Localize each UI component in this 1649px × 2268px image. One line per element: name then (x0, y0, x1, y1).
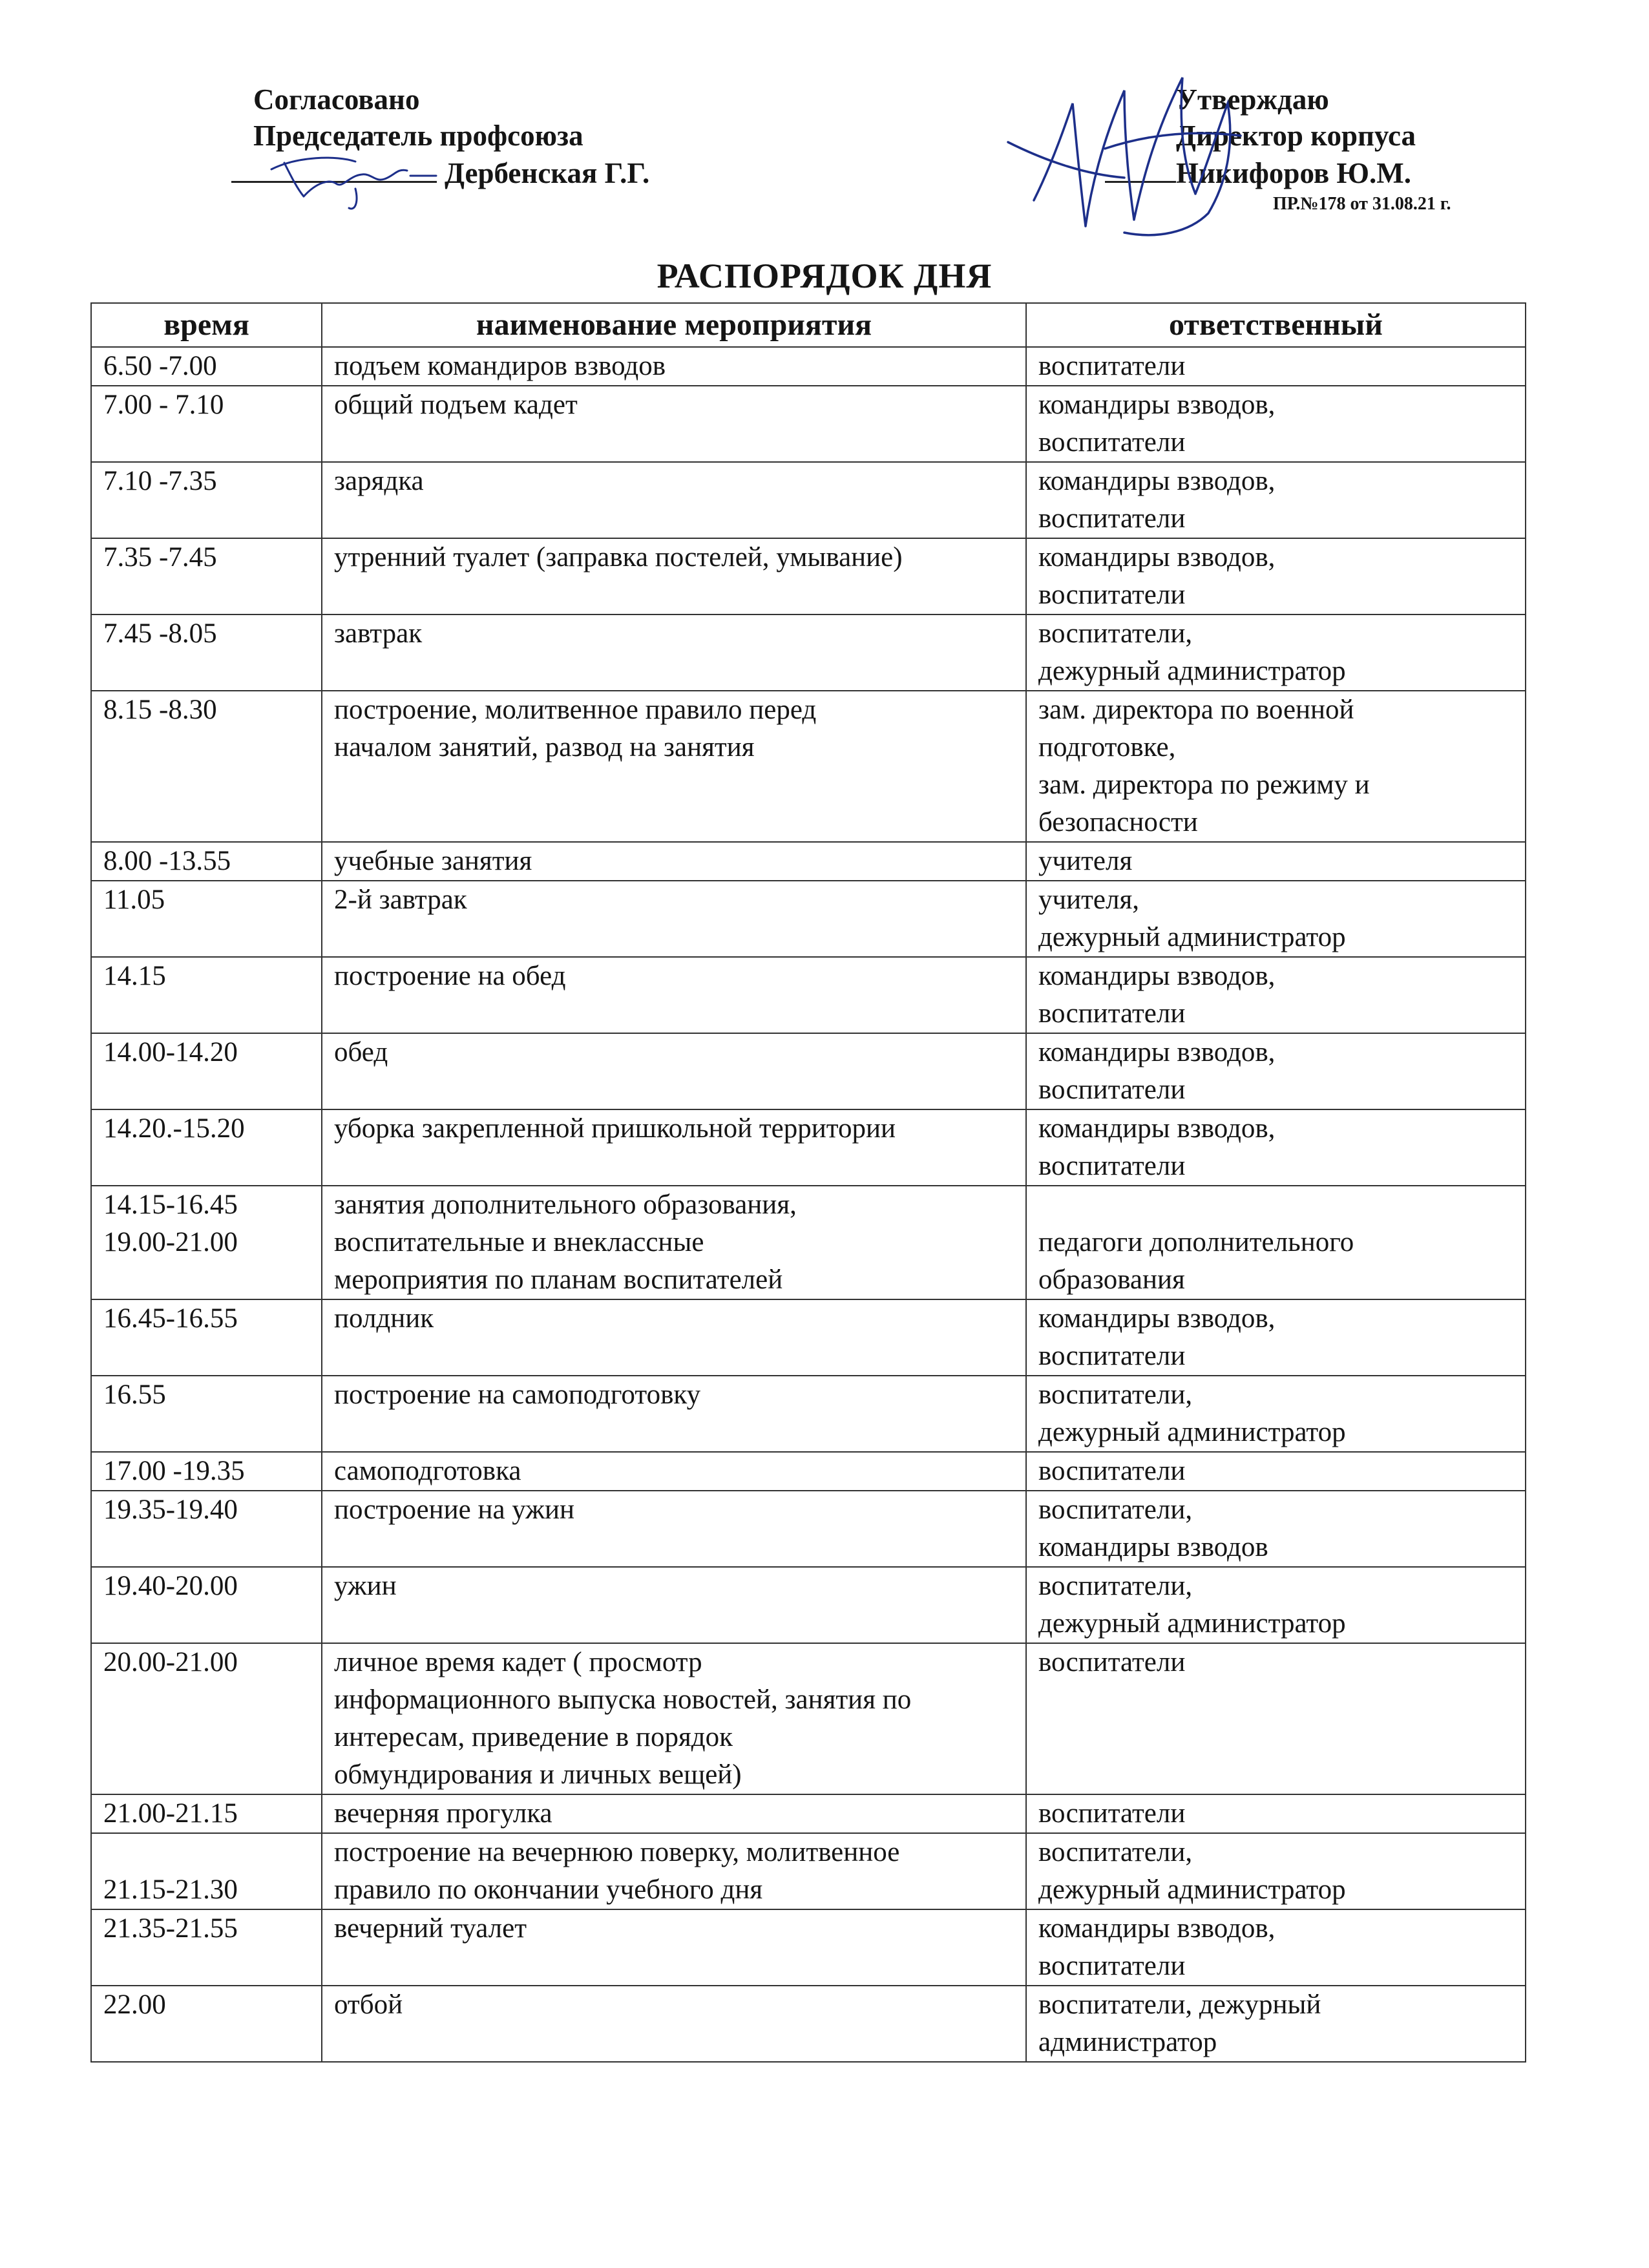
time-cell: 8.15 -8.30 (91, 691, 322, 842)
document-title: РАСПОРЯДОК ДНЯ (656, 257, 993, 295)
time-cell: 7.10 -7.35 (91, 462, 322, 538)
responsible-cell: командиры взводов, воспитатели (1026, 957, 1526, 1033)
event-cell: построение на ужин (322, 1491, 1026, 1567)
director-signature (995, 65, 1266, 258)
header-time: время (91, 303, 322, 347)
event-cell: вечерний туалет (322, 1909, 1026, 1986)
time-cell: 7.35 -7.45 (91, 538, 322, 614)
order-reference: ПР.№178 от 31.08.21 г. (1273, 194, 1451, 214)
event-cell: занятия дополнительного образования, воспитательные и внеклассные мероприятия по планам воспитателей (322, 1186, 1026, 1299)
time-cell: 21.00-21.15 (91, 1794, 322, 1833)
responsible-cell: учителя, дежурный администратор (1026, 881, 1526, 957)
responsible-cell: воспитатели (1026, 1794, 1526, 1833)
event-cell: построение на самоподготовку (322, 1376, 1026, 1452)
table-row (91, 462, 1526, 538)
table-header-row (91, 303, 1526, 347)
event-cell: самоподготовка (322, 1452, 1026, 1491)
time-cell: 8.00 -13.55 (91, 842, 322, 881)
responsible-cell: воспитатели, дежурный администратор (1026, 614, 1526, 691)
director-name: Никифоров Ю.М. (1176, 157, 1412, 189)
header-responsible: ответственный (1026, 303, 1526, 347)
responsible-cell: воспитатели (1026, 347, 1526, 386)
table-row (91, 1109, 1526, 1186)
time-cell: 14.20.-15.20 (91, 1109, 322, 1186)
table-row (91, 386, 1526, 462)
time-cell: 7.45 -8.05 (91, 614, 322, 691)
responsible-cell: командиры взводов, воспитатели (1026, 386, 1526, 462)
time-cell: 14.15-16.45 19.00-21.00 (91, 1186, 322, 1299)
event-cell: утренний туалет (заправка постелей, умывание) (322, 538, 1026, 614)
responsible-cell: командиры взводов, воспитатели (1026, 462, 1526, 538)
table-row (91, 842, 1526, 881)
responsible-cell: учителя (1026, 842, 1526, 881)
time-cell: 21.15-21.30 (91, 1833, 322, 1909)
time-cell: 7.00 - 7.10 (91, 386, 322, 462)
event-cell: подъем командиров взводов (322, 347, 1026, 386)
time-cell: 11.05 (91, 881, 322, 957)
event-cell: личное время кадет ( просмотр информационного выпуска новостей, занятия по интересам, приведение в порядок обмундирования и личных вещей) (322, 1643, 1026, 1794)
time-cell: 16.45-16.55 (91, 1299, 322, 1376)
responsible-cell: командиры взводов, воспитатели (1026, 1033, 1526, 1109)
event-cell: учебные занятия (322, 842, 1026, 881)
event-cell: общий подъем кадет (322, 386, 1026, 462)
responsible-cell: зам. директора по военной подготовке, зам. директора по режиму и безопасности (1026, 691, 1526, 842)
time-cell: 16.55 (91, 1376, 322, 1452)
responsible-cell: педагоги дополнительного образования (1026, 1186, 1526, 1299)
responsible-cell: воспитатели (1026, 1643, 1526, 1794)
event-cell: полдник (322, 1299, 1026, 1376)
union-chair-name: Дербенская Г.Г. (445, 157, 650, 189)
union-chair-label: Председатель профсоюза (253, 120, 583, 152)
responsible-cell: командиры взводов, воспитатели (1026, 1299, 1526, 1376)
event-cell: построение на обед (322, 957, 1026, 1033)
table-row (91, 1643, 1526, 1794)
responsible-cell: воспитатели, дежурный администратор (1026, 1986, 1526, 2062)
table-row (91, 1567, 1526, 1643)
time-cell: 17.00 -19.35 (91, 1452, 322, 1491)
table-row (91, 957, 1526, 1033)
table-row (91, 691, 1526, 842)
responsible-cell: воспитатели, дежурный администратор (1026, 1567, 1526, 1643)
event-cell: зарядка (322, 462, 1026, 538)
event-cell: 2-й завтрак (322, 881, 1026, 957)
time-cell: 14.00-14.20 (91, 1033, 322, 1109)
responsible-cell: воспитатели, дежурный администратор (1026, 1376, 1526, 1452)
approve-label: Утверждаю (1176, 83, 1329, 116)
table-row (91, 1376, 1526, 1452)
table-row (91, 1909, 1526, 1986)
event-cell: построение на вечернюю поверку, молитвенное правило по окончании учебного дня (322, 1833, 1026, 1909)
agreed-label: Согласовано (253, 83, 420, 116)
table-row (91, 1299, 1526, 1376)
responsible-cell: командиры взводов, воспитатели (1026, 1909, 1526, 1986)
table-row (91, 347, 1526, 386)
responsible-cell: воспитатели, дежурный администратор (1026, 1833, 1526, 1909)
table-row (91, 1186, 1526, 1299)
time-cell: 19.40-20.00 (91, 1567, 322, 1643)
time-cell: 21.35-21.55 (91, 1909, 322, 1986)
event-cell: обед (322, 1033, 1026, 1109)
table-row (91, 881, 1526, 957)
event-cell: завтрак (322, 614, 1026, 691)
responsible-cell: воспитатели (1026, 1452, 1526, 1491)
time-cell: 22.00 (91, 1986, 322, 2062)
table-row (91, 1452, 1526, 1491)
event-cell: ужин (322, 1567, 1026, 1643)
table-row (91, 538, 1526, 614)
table-row (91, 1833, 1526, 1909)
time-cell: 14.15 (91, 957, 322, 1033)
time-cell: 20.00-21.00 (91, 1643, 322, 1794)
table-row (91, 1986, 1526, 2062)
table-row (91, 1491, 1526, 1567)
responsible-cell: командиры взводов, воспитатели (1026, 1109, 1526, 1186)
table-row (91, 1033, 1526, 1109)
header-event: наименование мероприятия (322, 303, 1026, 347)
director-label: Директор корпуса (1176, 120, 1416, 152)
event-cell: отбой (322, 1986, 1026, 2062)
event-cell: уборка закрепленной пришкольной территории (322, 1109, 1026, 1186)
table-row (91, 614, 1526, 691)
responsible-cell: воспитатели, командиры взводов (1026, 1491, 1526, 1567)
union-chair-signature (258, 143, 452, 215)
event-cell: построение, молитвенное правило перед началом занятий, развод на занятия (322, 691, 1026, 842)
event-cell: вечерняя прогулка (322, 1794, 1026, 1833)
responsible-cell: командиры взводов, воспитатели (1026, 538, 1526, 614)
time-cell: 6.50 -7.00 (91, 347, 322, 386)
table-row (91, 1794, 1526, 1833)
schedule-table (90, 302, 1526, 2063)
time-cell: 19.35-19.40 (91, 1491, 322, 1567)
